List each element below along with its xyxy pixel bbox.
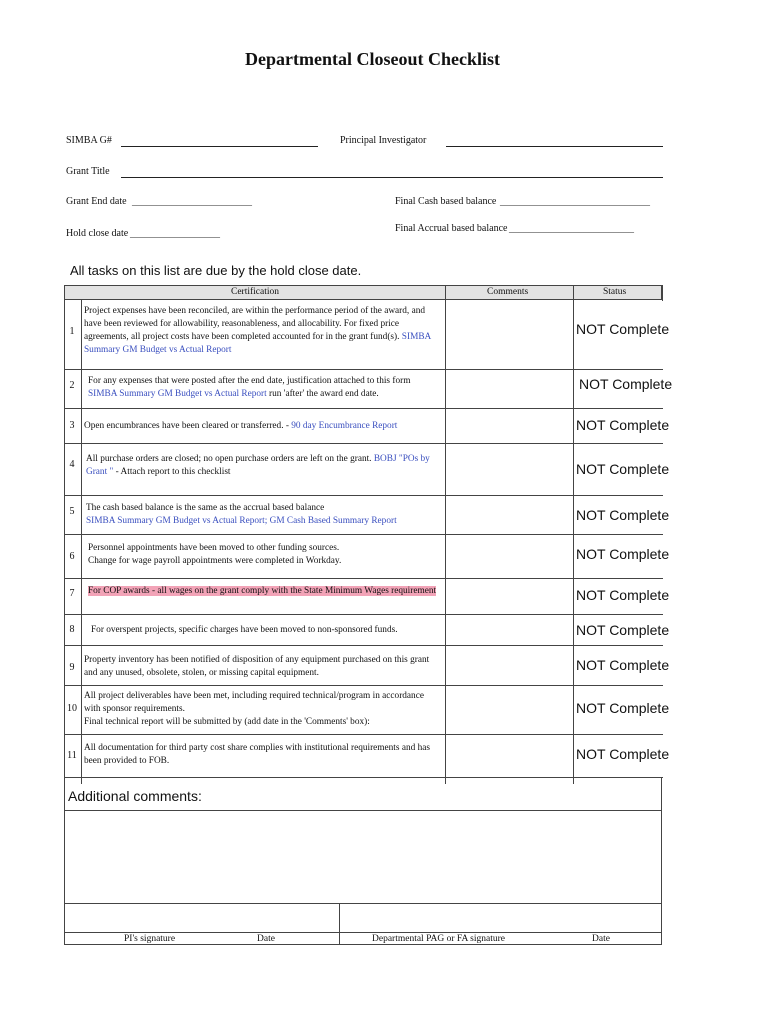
row-text: All documentation for third party cost share complies with institutional requirements and has been provided to FOB. — [84, 743, 430, 766]
report-link[interactable]: SIMBA Summary GM Budget vs Actual Report — [84, 332, 431, 355]
table-col-num — [81, 300, 82, 784]
row-number: 8 — [69, 624, 75, 635]
row-text: Open encumbrances have been cleared or transferred. - — [84, 421, 289, 431]
status-value[interactable]: NOT Complete — [576, 417, 670, 433]
row-number: 9 — [69, 662, 75, 673]
row-text: Project expenses have been reconciled, are within the performance period of the award, and have been reviewed for allowability, reasonableness, and allocability. For fixed price agreements, all project costs have been completed accounted for in the grant fund(s). — [84, 306, 425, 342]
row-number: 6 — [69, 551, 75, 562]
status-value[interactable]: NOT Complete — [576, 587, 670, 603]
row-text: All purchase orders are closed; no open purchase orders are left on the grant. — [86, 454, 372, 464]
pi-label: Principal Investigator — [340, 135, 427, 146]
row-divider — [64, 443, 663, 444]
signature-divider — [339, 903, 340, 945]
intro-text: All tasks on this list are due by the hold close date. — [70, 263, 362, 278]
page-title: Departmental Closeout Checklist — [245, 49, 500, 69]
header-status: Status — [603, 287, 627, 297]
row-description — [86, 502, 442, 528]
grant-title-field[interactable] — [121, 177, 663, 178]
final-cash-field[interactable]: ______________________________ — [500, 196, 650, 207]
row-number: 1 — [69, 326, 75, 337]
row-description — [84, 305, 440, 357]
signature-line — [64, 932, 662, 933]
row-description — [84, 742, 440, 768]
status-value[interactable]: NOT Complete — [576, 746, 670, 762]
status-value[interactable]: NOT Complete — [576, 622, 670, 638]
final-accrual-field[interactable]: _________________________ — [509, 223, 634, 234]
row-divider — [64, 495, 663, 496]
row-description — [84, 654, 440, 680]
row-divider — [64, 534, 663, 535]
row-text: All project deliverables have been met, including required technical/program in accordance with sponsor requirements. — [84, 691, 424, 714]
row-divider — [64, 614, 663, 615]
header-comments: Comments — [487, 287, 529, 297]
row-text: For any expenses that were posted after the end date, justification attached to this form — [88, 376, 411, 386]
status-value[interactable]: NOT Complete — [576, 321, 670, 337]
row-description — [88, 375, 444, 401]
row-number: 10 — [67, 703, 77, 714]
final-accrual-label: Final Accrual based balance — [395, 223, 508, 234]
row-text: - Attach report to this checklist — [115, 467, 231, 477]
report-link[interactable]: SIMBA Summary GM Budget vs Actual Report — [88, 389, 267, 399]
pi-signature-label: PI's signature — [124, 934, 176, 944]
status-value[interactable]: NOT Complete — [579, 376, 673, 392]
row-number: 3 — [69, 420, 75, 431]
grant-title-label: Grant Title — [66, 166, 110, 177]
hold-close-field[interactable]: __________________ — [130, 228, 220, 239]
final-cash-label: Final Cash based balance — [395, 196, 497, 207]
row-divider — [64, 369, 663, 370]
row-description — [88, 585, 444, 598]
row-divider — [64, 685, 663, 686]
row-text: run 'after' the award end date. — [269, 389, 379, 399]
row-number: 11 — [67, 750, 77, 761]
row-number: 7 — [69, 588, 75, 599]
pi-field[interactable] — [446, 146, 663, 147]
row-text: The cash based balance is the same as the accrual based balance — [86, 503, 325, 513]
status-value[interactable]: NOT Complete — [576, 657, 670, 673]
report-link[interactable]: BOBJ "POs by Grant " — [86, 454, 430, 477]
row-number: 2 — [69, 380, 75, 391]
table-border-right — [662, 285, 663, 301]
additional-comments-label: Additional comments: — [68, 788, 202, 804]
additional-comments-field[interactable] — [64, 810, 662, 904]
row-text: Change for wage payroll appointments were completed in Workday. — [88, 556, 342, 566]
simba-field[interactable] — [121, 146, 318, 147]
row-text: Property inventory has been notified of disposition of any equipment purchased on this grant and any unused, obsolete, stolen, or missing capital equipment. — [84, 655, 430, 678]
row-description — [88, 542, 444, 568]
simba-label: SIMBA G# — [66, 135, 112, 146]
row-description — [86, 453, 442, 479]
row-description — [84, 420, 440, 433]
row-text: Personnel appointments have been moved to other funding sources. — [88, 543, 340, 553]
status-value[interactable]: NOT Complete — [576, 507, 670, 523]
header-certification: Certification — [231, 287, 280, 297]
row-divider — [64, 408, 663, 409]
row-description — [84, 690, 440, 729]
row-text: Final technical report will be submitted by (add date in the 'Comments' box): — [84, 717, 370, 727]
row-number: 4 — [69, 459, 75, 470]
pi-date-label: Date — [257, 934, 275, 944]
row-number: 5 — [69, 506, 75, 517]
grant-end-field[interactable]: ________________________ — [132, 196, 252, 207]
status-value[interactable]: NOT Complete — [576, 461, 670, 477]
row-divider — [64, 734, 663, 735]
hold-close-label: Hold close date — [66, 228, 129, 239]
report-link[interactable]: SIMBA Summary GM Budget vs Actual Report; GM Cash Based Summary Report — [86, 516, 397, 526]
status-value[interactable]: NOT Complete — [576, 700, 670, 716]
row-text: For overspent projects, specific charges have been moved to non-sponsored funds. — [91, 625, 398, 635]
row-divider — [64, 645, 663, 646]
pag-date-label: Date — [592, 934, 610, 944]
row-divider — [64, 578, 663, 579]
status-value[interactable]: NOT Complete — [576, 546, 670, 562]
grant-end-label: Grant End date — [66, 196, 127, 207]
report-link[interactable]: 90 day Encumbrance Report — [291, 421, 398, 431]
row-description — [91, 624, 447, 637]
pag-signature-label: Departmental PAG or FA signature — [372, 934, 505, 944]
highlighted-text: For COP awards - all wages on the grant comply with the State Minimum Wages requirement — [88, 586, 437, 596]
